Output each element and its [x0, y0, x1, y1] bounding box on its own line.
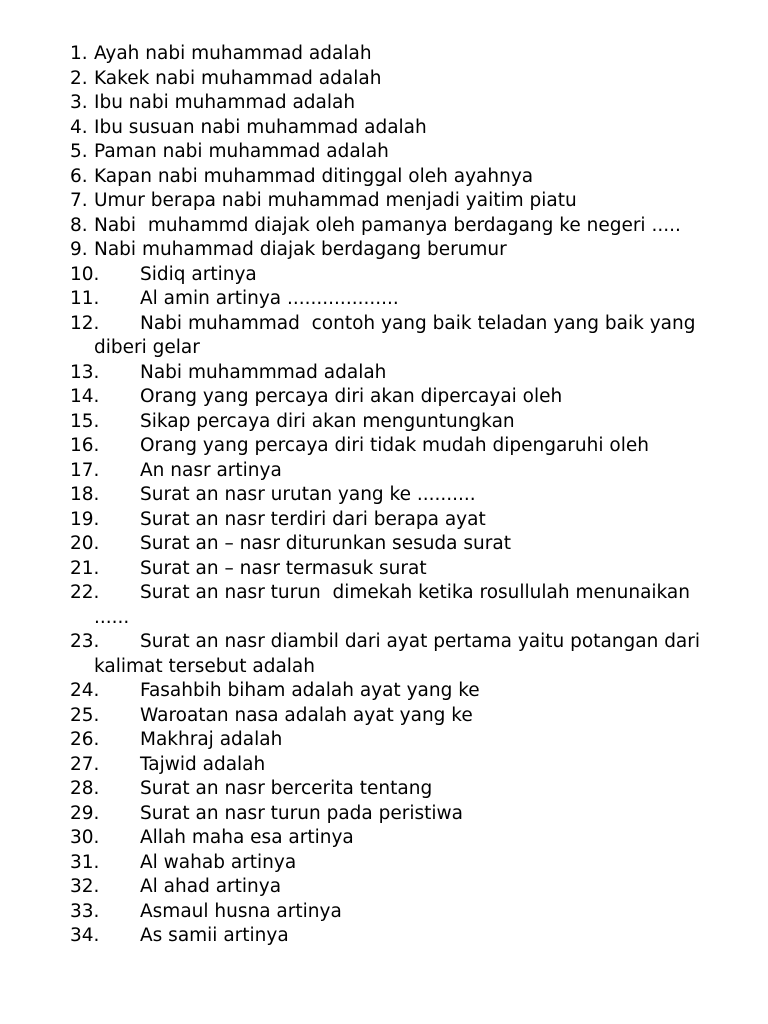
question-list: [70, 42, 730, 949]
question-number: 12.: [70, 312, 100, 334]
question-number: 7.: [70, 190, 88, 211]
question-number: 18.: [70, 484, 100, 505]
question-item: [70, 753, 730, 778]
question-item: [70, 67, 730, 92]
question-text: An nasr artinya: [140, 459, 282, 481]
question-number: 26.: [70, 729, 100, 750]
question-number: 10.: [70, 263, 100, 285]
question-text: Sikap percaya diri akan menguntungkan: [140, 410, 515, 432]
question-item: [70, 410, 730, 435]
question-item: [70, 483, 730, 508]
question-number: 25.: [70, 704, 100, 726]
question-number: 8.: [70, 214, 88, 236]
question-number: 28.: [70, 778, 100, 799]
question-number: 14.: [70, 386, 100, 407]
question-number: 19.: [70, 508, 100, 530]
question-item: [70, 826, 730, 851]
question-number: 5.: [70, 141, 88, 162]
question-text: Al ahad artinya: [140, 876, 282, 897]
question-text: Paman nabi muhammad adalah: [94, 141, 389, 162]
question-text: Nabi muhammad diajak berdagang berumur: [94, 239, 507, 260]
question-number: 15.: [70, 410, 100, 432]
question-item: [70, 287, 730, 312]
question-text: Surat an nasr diambil dari ayat pertama yaitu potangan dari kalimat tersebut adalah: [94, 631, 706, 677]
question-number: 3.: [70, 92, 88, 113]
question-number: 11.: [70, 288, 100, 309]
question-item: [70, 361, 730, 386]
question-number: 13.: [70, 361, 100, 383]
question-text: Fasahbih biham adalah ayat yang ke: [140, 680, 480, 701]
question-item: [70, 42, 730, 67]
question-number: 32.: [70, 876, 100, 897]
question-item: [70, 679, 730, 704]
question-text: Ibu nabi muhammad adalah: [94, 92, 356, 113]
question-text: Surat an nasr turun dimekah ketika rosullulah menunaikan ......: [94, 582, 696, 628]
question-text: Umur berapa nabi muhammad menjadi yaitim piatu: [94, 190, 577, 211]
question-number: 34.: [70, 925, 100, 946]
question-item: [70, 434, 730, 459]
question-item: [70, 385, 730, 410]
question-text: Orang yang percaya diri tidak mudah dipengaruhi oleh: [140, 435, 649, 456]
question-number: 29.: [70, 802, 100, 824]
question-text: As samii artinya: [140, 925, 289, 946]
question-text: Nabi muhammd diajak oleh pamanya berdagang ke negeri .....: [94, 214, 681, 236]
question-text: Kapan nabi muhammad ditinggal oleh ayahnya: [94, 165, 534, 187]
question-item: [70, 238, 730, 263]
question-item: [70, 532, 730, 557]
question-text: Surat an – nasr termasuk surat: [140, 557, 427, 579]
question-text: Surat an nasr bercerita tentang: [140, 778, 433, 799]
question-text: Al wahab artinya: [140, 851, 297, 873]
question-item: [70, 116, 730, 141]
question-item: [70, 875, 730, 900]
question-number: 22.: [70, 582, 100, 603]
question-number: 30.: [70, 827, 100, 848]
question-number: 6.: [70, 165, 88, 187]
question-text: Ayah nabi muhammad adalah: [94, 43, 372, 64]
question-number: 1.: [70, 43, 88, 64]
question-item: [70, 140, 730, 165]
question-text: Surat an – nasr diturunkan sesuda surat: [140, 533, 511, 554]
question-item: [70, 777, 730, 802]
question-text: Asmaul husna artinya: [140, 900, 342, 922]
question-number: 33.: [70, 900, 100, 922]
question-number: 31.: [70, 851, 100, 873]
question-text: Tajwid adalah: [140, 753, 266, 775]
question-number: 4.: [70, 116, 88, 138]
question-item: [70, 704, 730, 729]
question-item: [70, 581, 730, 630]
question-text: Surat an nasr terdiri dari berapa ayat: [140, 508, 486, 530]
question-item: [70, 312, 730, 361]
question-item: [70, 459, 730, 484]
question-text: Ibu susuan nabi muhammad adalah: [94, 116, 427, 138]
question-text: Surat an nasr turun pada peristiwa: [140, 802, 464, 824]
question-item: [70, 802, 730, 827]
question-item: [70, 508, 730, 533]
question-text: Al amin artinya ...................: [140, 288, 399, 309]
question-text: Waroatan nasa adalah ayat yang ke: [140, 704, 473, 726]
question-item: [70, 728, 730, 753]
question-item: [70, 189, 730, 214]
question-text: Surat an nasr urutan yang ke ..........: [140, 484, 476, 505]
question-number: 2.: [70, 67, 88, 89]
question-text: Orang yang percaya diri akan dipercayai oleh: [140, 386, 563, 407]
question-number: 21.: [70, 557, 100, 579]
question-item: [70, 924, 730, 949]
question-number: 16.: [70, 435, 100, 456]
question-item: [70, 91, 730, 116]
question-number: 9.: [70, 239, 88, 260]
question-text: Makhraj adalah: [140, 729, 283, 750]
question-item: [70, 214, 730, 239]
question-text: Nabi muhammad contoh yang baik teladan yang baik yang diberi gelar: [94, 312, 702, 358]
question-item: [70, 630, 730, 679]
question-number: 27.: [70, 753, 100, 775]
question-number: 17.: [70, 459, 100, 481]
question-number: 24.: [70, 680, 100, 701]
question-item: [70, 557, 730, 582]
question-item: [70, 900, 730, 925]
question-text: Sidiq artinya: [140, 263, 257, 285]
question-item: [70, 263, 730, 288]
question-number: 20.: [70, 533, 100, 554]
question-item: [70, 165, 730, 190]
question-number: 23.: [70, 631, 100, 652]
question-text: Nabi muhammmad adalah: [140, 361, 387, 383]
question-item: [70, 851, 730, 876]
question-text: Allah maha esa artinya: [140, 827, 354, 848]
question-text: Kakek nabi muhammad adalah: [94, 67, 382, 89]
